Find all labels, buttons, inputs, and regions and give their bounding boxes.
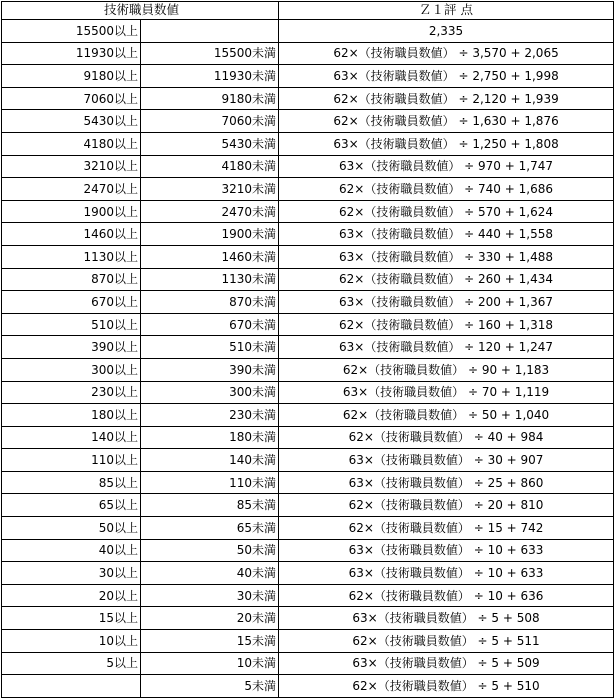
z1-score-formula: 62×（技術職員数値） ÷ 740 + 1,686	[279, 178, 614, 201]
range-lower-bound: 140以上	[2, 426, 141, 449]
table-row	[2, 404, 614, 427]
z1-score-formula: 63×（技術職員数値） ÷ 200 + 1,367	[279, 291, 614, 314]
table-header-row	[2, 2, 614, 20]
z1-score-table	[1, 1, 614, 698]
z1-score-formula: 63×（技術職員数値） ÷ 440 + 1,558	[279, 223, 614, 246]
table-row	[2, 20, 614, 43]
range-upper-bound: 230未満	[141, 404, 279, 427]
z1-score-formula: 63×（技術職員数値） ÷ 330 + 1,488	[279, 245, 614, 268]
z1-score-formula: 62×（技術職員数値） ÷ 260 + 1,434	[279, 268, 614, 291]
range-upper-bound: 1900未満	[141, 223, 279, 246]
z1-score-formula: 62×（技術職員数値） ÷ 90 + 1,183	[279, 358, 614, 381]
table-row	[2, 245, 614, 268]
z1-score-formula: 62×（技術職員数値） ÷ 570 + 1,624	[279, 200, 614, 223]
z1-score-formula: 2,335	[279, 20, 614, 43]
range-lower-bound: 11930以上	[2, 42, 141, 65]
range-lower-bound: 670以上	[2, 291, 141, 314]
z1-score-formula: 62×（技術職員数値） ÷ 40 + 984	[279, 426, 614, 449]
table-row	[2, 200, 614, 223]
range-lower-bound: 9180以上	[2, 65, 141, 88]
table-row	[2, 87, 614, 110]
range-upper-bound: 300未満	[141, 381, 279, 404]
table-row	[2, 178, 614, 201]
table-row	[2, 65, 614, 88]
table-row	[2, 426, 614, 449]
table-row	[2, 584, 614, 607]
range-lower-bound: 85以上	[2, 471, 141, 494]
z1-score-formula: 63×（技術職員数値） ÷ 10 + 633	[279, 539, 614, 562]
table-row	[2, 562, 614, 585]
range-lower-bound: 2470以上	[2, 178, 141, 201]
range-lower-bound: 20以上	[2, 584, 141, 607]
range-lower-bound: 15以上	[2, 607, 141, 630]
table-row	[2, 652, 614, 675]
range-lower-bound: 3210以上	[2, 155, 141, 178]
table-row	[2, 381, 614, 404]
range-lower-bound: 65以上	[2, 494, 141, 517]
range-upper-bound: 10未満	[141, 652, 279, 675]
table-row	[2, 336, 614, 359]
range-upper-bound: 180未満	[141, 426, 279, 449]
range-lower-bound: 510以上	[2, 313, 141, 336]
range-upper-bound: 7060未満	[141, 110, 279, 133]
range-lower-bound: 30以上	[2, 562, 141, 585]
z1-score-formula: 63×（技術職員数値） ÷ 25 + 860	[279, 471, 614, 494]
table-row	[2, 675, 614, 698]
range-upper-bound: 65未満	[141, 517, 279, 540]
z1-score-formula: 63×（技術職員数値） ÷ 5 + 509	[279, 652, 614, 675]
z1-score-formula: 63×（技術職員数値） ÷ 120 + 1,247	[279, 336, 614, 359]
z1-score-formula: 63×（技術職員数値） ÷ 5 + 508	[279, 607, 614, 630]
range-upper-bound: 390未満	[141, 358, 279, 381]
range-upper-bound: 3210未満	[141, 178, 279, 201]
z1-score-formula: 63×（技術職員数値） ÷ 2,750 + 1,998	[279, 65, 614, 88]
range-lower-bound	[2, 675, 141, 698]
range-upper-bound: 870未満	[141, 291, 279, 314]
range-upper-bound: 140未満	[141, 449, 279, 472]
range-lower-bound: 1130以上	[2, 245, 141, 268]
z1-score-formula: 63×（技術職員数値） ÷ 10 + 633	[279, 562, 614, 585]
range-upper-bound	[141, 20, 279, 43]
z1-score-formula: 62×（技術職員数値） ÷ 5 + 510	[279, 675, 614, 698]
table-row	[2, 223, 614, 246]
range-lower-bound: 230以上	[2, 381, 141, 404]
z1-score-formula: 62×（技術職員数値） ÷ 2,120 + 1,939	[279, 87, 614, 110]
table-row	[2, 449, 614, 472]
z1-score-formula: 62×（技術職員数値） ÷ 50 + 1,040	[279, 404, 614, 427]
range-lower-bound: 180以上	[2, 404, 141, 427]
range-upper-bound: 1130未満	[141, 268, 279, 291]
z1-score-formula: 62×（技術職員数値） ÷ 15 + 742	[279, 517, 614, 540]
table-row	[2, 268, 614, 291]
range-lower-bound: 7060以上	[2, 87, 141, 110]
range-upper-bound: 15未満	[141, 630, 279, 653]
z1-score-formula: 62×（技術職員数値） ÷ 1,630 + 1,876	[279, 110, 614, 133]
z1-score-formula: 62×（技術職員数値） ÷ 20 + 810	[279, 494, 614, 517]
range-upper-bound: 110未満	[141, 471, 279, 494]
range-lower-bound: 1460以上	[2, 223, 141, 246]
range-upper-bound: 50未満	[141, 539, 279, 562]
range-upper-bound: 1460未満	[141, 245, 279, 268]
range-upper-bound: 5未満	[141, 675, 279, 698]
range-lower-bound: 4180以上	[2, 132, 141, 155]
table-row	[2, 110, 614, 133]
range-upper-bound: 2470未満	[141, 200, 279, 223]
table-row	[2, 517, 614, 540]
range-lower-bound: 40以上	[2, 539, 141, 562]
table-row	[2, 132, 614, 155]
range-lower-bound: 870以上	[2, 268, 141, 291]
table-row	[2, 607, 614, 630]
range-upper-bound: 510未満	[141, 336, 279, 359]
table-body	[2, 20, 614, 698]
table-row	[2, 630, 614, 653]
header-technical-staff-value: 技術職員数値	[2, 2, 279, 20]
table-row	[2, 358, 614, 381]
range-lower-bound: 1900以上	[2, 200, 141, 223]
range-lower-bound: 50以上	[2, 517, 141, 540]
range-lower-bound: 110以上	[2, 449, 141, 472]
range-lower-bound: 15500以上	[2, 20, 141, 43]
range-upper-bound: 11930未満	[141, 65, 279, 88]
range-lower-bound: 10以上	[2, 630, 141, 653]
table-row	[2, 539, 614, 562]
range-lower-bound: 390以上	[2, 336, 141, 359]
z1-score-formula: 62×（技術職員数値） ÷ 10 + 636	[279, 584, 614, 607]
range-upper-bound: 5430未満	[141, 132, 279, 155]
range-lower-bound: 5以上	[2, 652, 141, 675]
range-upper-bound: 40未満	[141, 562, 279, 585]
z1-score-formula: 63×（技術職員数値） ÷ 30 + 907	[279, 449, 614, 472]
table-row	[2, 494, 614, 517]
range-upper-bound: 670未満	[141, 313, 279, 336]
range-upper-bound: 4180未満	[141, 155, 279, 178]
table-row	[2, 155, 614, 178]
table-row	[2, 291, 614, 314]
header-z1-score: Ｚ１評 点	[279, 2, 614, 20]
table-row	[2, 313, 614, 336]
range-upper-bound: 85未満	[141, 494, 279, 517]
z1-score-formula: 63×（技術職員数値） ÷ 70 + 1,119	[279, 381, 614, 404]
z1-score-formula: 62×（技術職員数値） ÷ 5 + 511	[279, 630, 614, 653]
range-upper-bound: 30未満	[141, 584, 279, 607]
range-upper-bound: 9180未満	[141, 87, 279, 110]
table-row	[2, 42, 614, 65]
table-row	[2, 471, 614, 494]
z1-score-formula: 63×（技術職員数値） ÷ 970 + 1,747	[279, 155, 614, 178]
z1-score-formula: 63×（技術職員数値） ÷ 1,250 + 1,808	[279, 132, 614, 155]
z1-score-formula: 62×（技術職員数値） ÷ 3,570 + 2,065	[279, 42, 614, 65]
range-upper-bound: 15500未満	[141, 42, 279, 65]
range-lower-bound: 300以上	[2, 358, 141, 381]
z1-score-formula: 62×（技術職員数値） ÷ 160 + 1,318	[279, 313, 614, 336]
range-upper-bound: 20未満	[141, 607, 279, 630]
range-lower-bound: 5430以上	[2, 110, 141, 133]
